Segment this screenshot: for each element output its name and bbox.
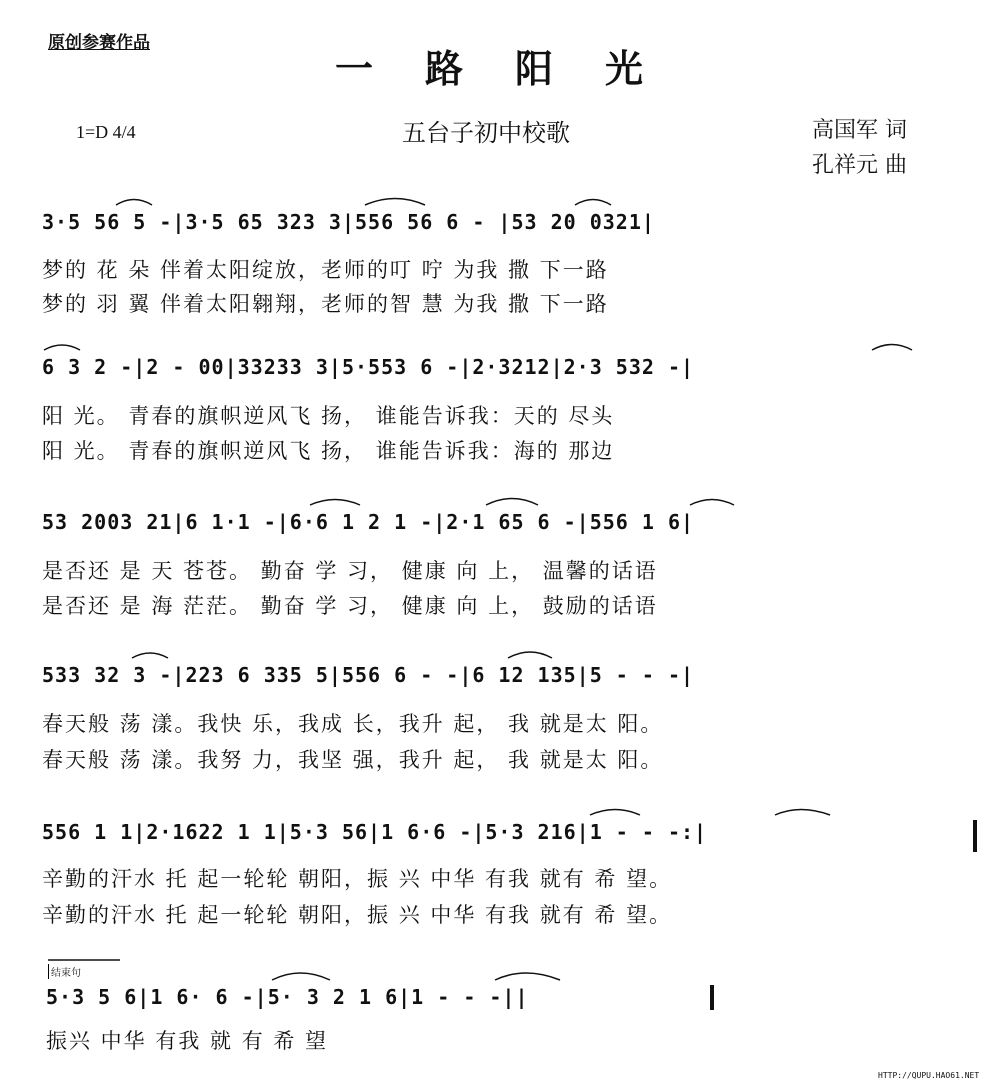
composer-credit: 孔祥元 曲	[812, 153, 907, 178]
slur	[508, 652, 552, 658]
slur	[575, 200, 611, 206]
notation-line-5: 556 1 1|2·1622 1 1|5·3 56|1 6·6 -|5·3 216|1 - - -:|	[42, 820, 708, 844]
watermark-url: HTTP://QUPU.HAO61.NET	[878, 1071, 980, 1080]
slur	[590, 810, 640, 816]
slur	[775, 810, 830, 816]
slur	[486, 499, 538, 506]
lyrics-line-4-verse-1: 春天般 荡 漾。我快 乐，我成 长，我升 起， 我 就是太 阳。	[42, 712, 664, 736]
lyrics-line-2-verse-1: 阳 光。 青春的旗帜逆风飞 扬， 谁能告诉我：天的 尽头	[42, 404, 615, 428]
ending-label: 结束句	[48, 964, 81, 979]
lyrics-line-5-verse-2: 辛勤的汗水 托 起一轮轮 朝阳，振 兴 中华 有我 就有 希 望。	[42, 903, 673, 927]
lyrics-line-3-verse-1: 是否还 是 天 苍苍。 勤奋 学 习， 健康 向 上， 温馨的话语	[42, 559, 658, 583]
slur	[495, 973, 560, 980]
slur	[132, 653, 168, 658]
lyrics-line-5-verse-1: 辛勤的汗水 托 起一轮轮 朝阳，振 兴 中华 有我 就有 希 望。	[42, 867, 673, 891]
notation-line-2: 6 3 2 -|2 - 00|33233 3|5·553 6 -|2·3212|2·3 532 -|	[42, 355, 695, 379]
song-title: 一路阳光	[335, 46, 696, 91]
slur	[690, 500, 734, 506]
lyrics-line-4-verse-2: 春天般 荡 漾。我努 力，我坚 强，我升 起， 我 就是太 阳。	[42, 748, 664, 772]
notation-line-1: 3·5 56 5 -|3·5 65 323 3|556 56 6 - |53 20 0321|	[42, 210, 655, 234]
slur	[116, 200, 152, 206]
notation-line-6: 5·3 5 6|1 6· 6 -|5· 3 2 1 6|1 - - -||	[46, 985, 529, 1009]
lyrics-line-6: 振兴 中华 有我 就 有 希 望	[46, 1029, 329, 1053]
lyricist-credit: 高国军 词	[812, 118, 907, 143]
slur	[272, 973, 330, 980]
slur	[310, 500, 360, 506]
notation-line-3: 53 2003 21|6 1·1 -|6·6 1 2 1 -|2·1 65 6 -|556 1 6|	[42, 510, 695, 534]
contest-tag: 原创参赛作品	[48, 33, 150, 53]
slur	[44, 345, 80, 350]
lyrics-line-1-verse-2: 梦的 羽 翼 伴着太阳翱翔，老师的智 慧 为我 撒 下一路	[42, 292, 609, 316]
lyrics-line-1-verse-1: 梦的 花 朵 伴着太阳绽放，老师的叮 咛 为我 撒 下一路	[42, 258, 609, 282]
key-signature: 1=D 4/4	[76, 122, 136, 142]
slur	[365, 199, 425, 206]
song-subtitle: 五台子初中校歌	[402, 119, 570, 147]
lyrics-line-2-verse-2: 阳 光。 青春的旗帜逆风飞 扬， 谁能告诉我：海的 那边	[42, 439, 615, 463]
notation-line-4: 533 32 3 -|223 6 335 5|556 6 - -|6 12 135|5 - - -|	[42, 663, 695, 687]
lyrics-line-3-verse-2: 是否还 是 海 茫茫。 勤奋 学 习， 健康 向 上， 鼓励的话语	[42, 594, 658, 618]
slur	[872, 345, 912, 351]
